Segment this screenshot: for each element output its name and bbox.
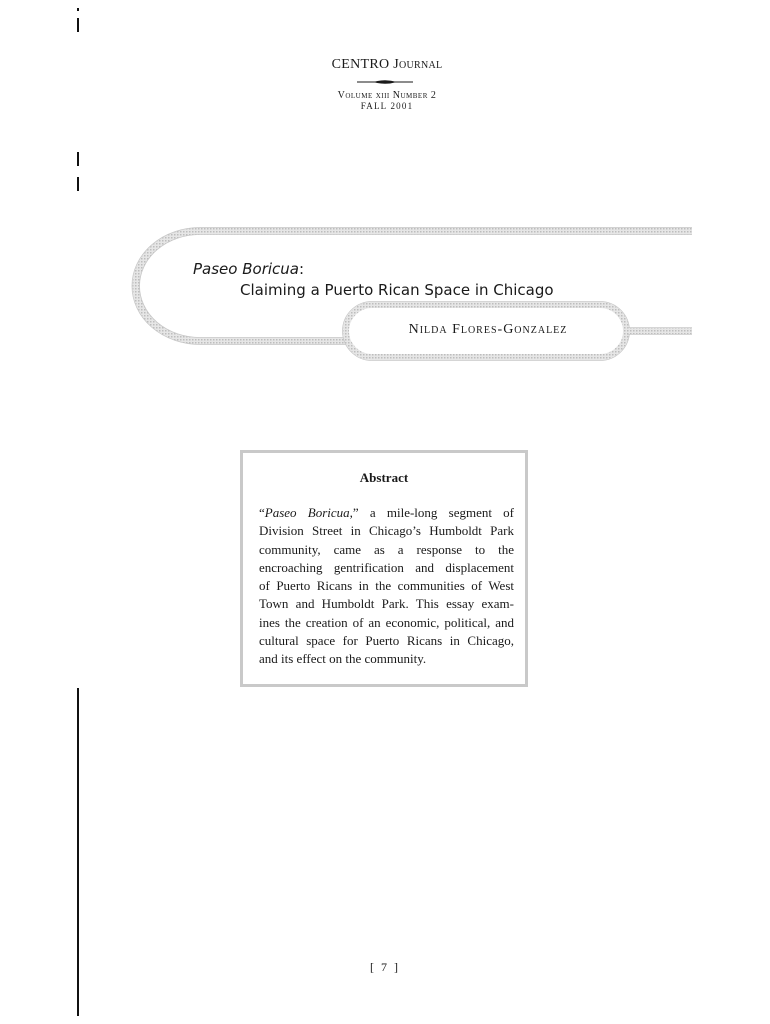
- abstract-line: ines the creation of an economic, political, and: [259, 614, 514, 630]
- journal-name-centro: CENTRO: [331, 57, 390, 72]
- abstract-italic-phrase: Paseo Boricua,: [264, 505, 353, 520]
- abstract-line: Town and Humboldt Park. This essay exam-: [259, 596, 514, 612]
- abstract-line: encroaching gentrification and displacement: [259, 559, 514, 575]
- abstract-body: [259, 504, 514, 669]
- article-title: [193, 260, 304, 278]
- author-name: Nilda Flores-Gonzalez: [408, 322, 568, 337]
- volume-number: Volume xiii Number 2: [337, 90, 437, 101]
- abstract-line: cultural space for Puerto Ricans in Chicago,: [259, 633, 514, 649]
- abstract-heading: Abstract: [359, 470, 409, 485]
- abstract-line: community, came as a response to the: [259, 541, 514, 557]
- abstract-line: and its effect on the community.: [259, 651, 427, 667]
- abstract-line: Division Street in Chicago’s Humboldt Park: [259, 523, 514, 539]
- article-title-italic: Paseo Boricua: [193, 260, 299, 278]
- article-title-colon: :: [298, 260, 305, 278]
- abstract-line: of Puerto Ricans in the communities of West: [259, 578, 514, 594]
- abstract-box: [240, 450, 528, 687]
- abstract-line: “Paseo Boricua,” a mile-long segment of: [259, 505, 514, 520]
- journal-name-journal: Journal: [393, 57, 443, 72]
- page-number: [ 7 ]: [370, 960, 400, 974]
- article-subtitle: Claiming a Puerto Rican Space in Chicago: [240, 281, 554, 299]
- issue-date: FALL 2001: [360, 101, 414, 111]
